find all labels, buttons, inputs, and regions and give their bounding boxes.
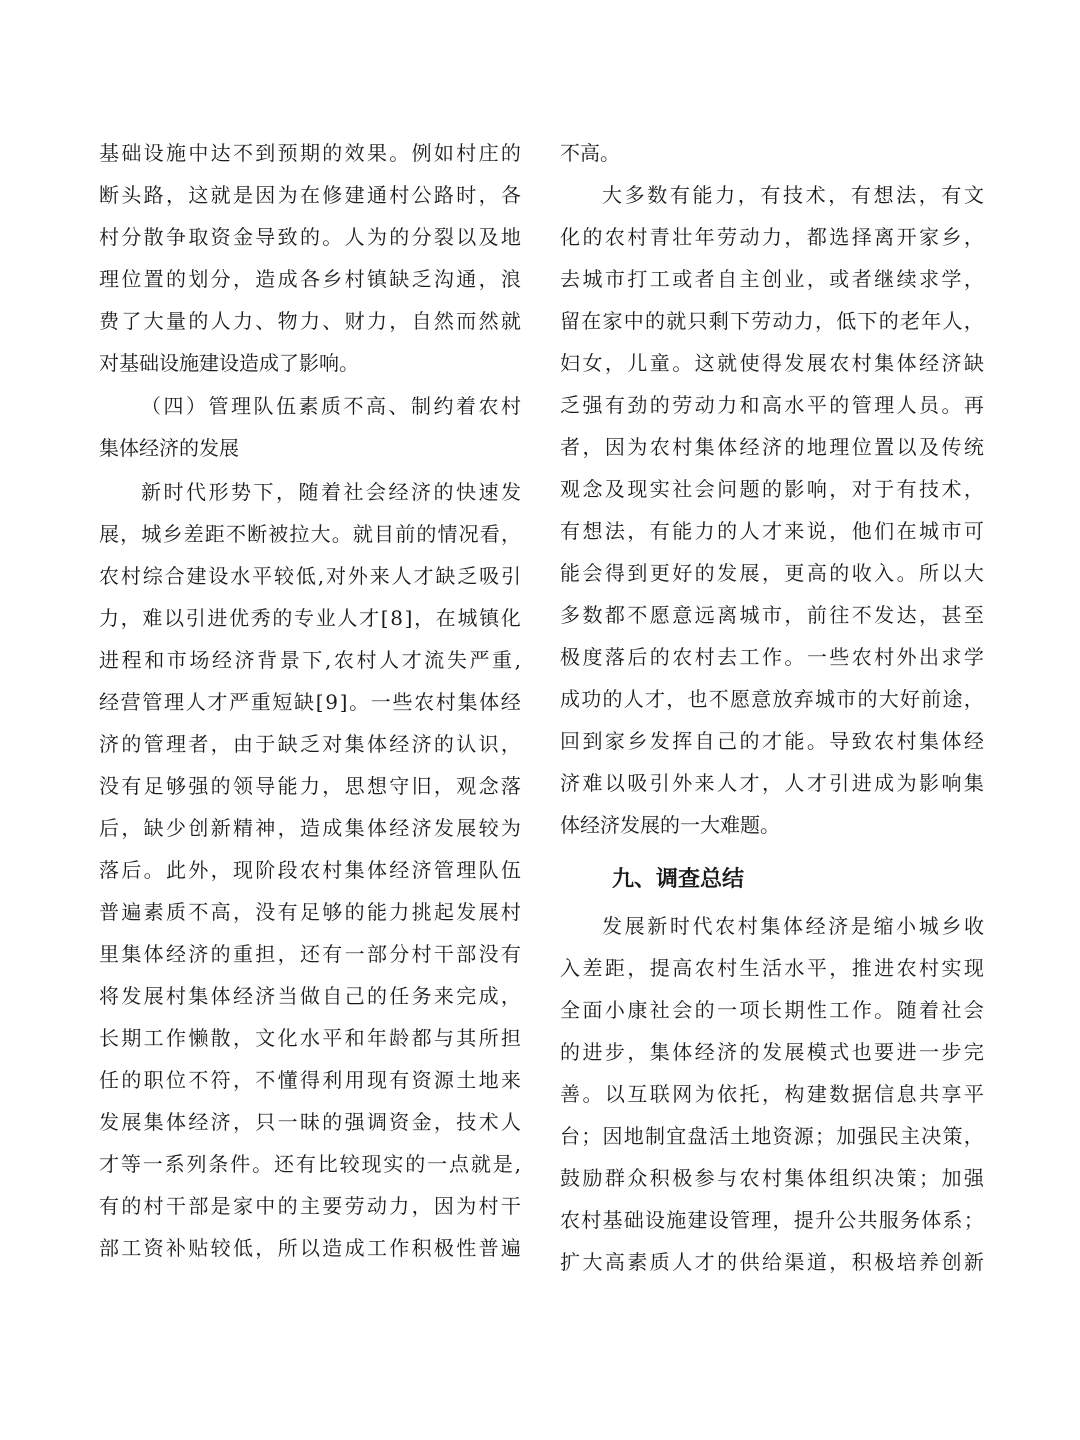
text-line: 乏 强 有 劲 的 劳 动 力 和 高 水 平 的 管 理 人 员 。 再 [560, 393, 984, 417]
text-line: 妇 女 ， 儿 童 。 这 就 使 得 发 展 农 村 集 体 经 济 缺 [560, 351, 984, 375]
text-line: 留 在 家 中 的 就 只 剩 下 劳 动 力 ， 低 下 的 老 年 人 ， [560, 309, 984, 333]
text-line: 理 位 置 的 划 分 ， 造 成 各 乡 村 镇 缺 乏 沟 通 ， 浪 [99, 267, 521, 291]
text-line: 观 念 及 现 实 社 会 问 题 的 影 响 ， 对 于 有 技 术 ， [560, 477, 984, 501]
text-line: 费 了 大 量 的 人 力 、 物 力 、 财 力 ， 自 然 而 然 就 [99, 309, 521, 333]
text-line: 济 难 以 吸 引 外 来 人 才 ， 人 才 引 进 成 为 影 响 集 [560, 771, 984, 795]
text-line: 力 ， 难 以 引 进 优 秀 的 专 业 人 才 [ 8 ] ， 在 城 镇 化 [99, 606, 521, 630]
text-line: 成 功 的 人 才 ， 也 不 愿 意 放 弃 城 市 的 大 好 前 途 ， [560, 687, 984, 711]
text-line: 才 等 一 系 列 条 件 。 还 有 比 较 现 实 的 一 点 就 是 , [99, 1152, 521, 1176]
text-line: 体经济发展的一大难题。 [560, 813, 780, 837]
text-line: 农 村 综 合 建 设 水 平 较 低 , 对 外 来 人 才 缺 乏 吸 引 [99, 564, 521, 588]
text-line: 扩 大 高 素 质 人 才 的 供 给 渠 道 ， 积 极 培 养 创 新 [560, 1250, 984, 1274]
text-line: 集体经济的发展 [99, 436, 239, 460]
text-line: 去 城 市 打 工 或 者 自 主 创 业 ， 或 者 继 续 求 学 ， [560, 267, 984, 291]
text-line: 断 头 路 ， 这 就 是 因 为 在 修 建 通 村 公 路 时 ， 各 [99, 183, 521, 207]
text-line: 后 ， 缺 少 创 新 精 神 ， 造 成 集 体 经 济 发 展 较 为 [99, 816, 521, 840]
text-line: 部 工 资 补 贴 较 低 ， 所 以 造 成 工 作 积 极 性 普 遍 [99, 1236, 521, 1260]
text-line: 没 有 足 够 强 的 领 导 能 力 ， 思 想 守 旧 ， 观 念 落 [99, 774, 521, 798]
text-line: 有 的 村 干 部 是 家 中 的 主 要 劳 动 力 ， 因 为 村 干 [99, 1194, 521, 1218]
text-line: 里 集 体 经 济 的 重 担 ， 还 有 一 部 分 村 干 部 没 有 [99, 942, 521, 966]
text-line: 村 分 散 争 取 资 金 导 致 的 。 人 为 的 分 裂 以 及 地 [99, 225, 521, 249]
text-line: 任 的 职 位 不 符 ， 不 懂 得 利 用 现 有 资 源 土 地 来 [99, 1068, 521, 1092]
text-line: 多 数 都 不 愿 意 远 离 城 市 ， 前 往 不 发 达 ， 甚 至 [560, 603, 984, 627]
text-line: 普 遍 素 质 不 高 ， 没 有 足 够 的 能 力 挑 起 发 展 村 [99, 900, 521, 924]
text-line: 济 的 管 理 者 ， 由 于 缺 乏 对 集 体 经 济 的 认 识 ， [99, 732, 521, 756]
text-line: 能 会 得 到 更 好 的 发 展 ， 更 高 的 收 入 。 所 以 大 [560, 561, 984, 585]
text-line: 落 后 。 此 外 ， 现 阶 段 农 村 集 体 经 济 管 理 队 伍 [99, 858, 521, 882]
section-heading: 九、调查总结 [612, 867, 745, 892]
text-line: 台 ； 因 地 制 宜 盘 活 土 地 资 源 ； 加 强 民 主 决 策 ， [560, 1124, 984, 1148]
text-line: 有 想 法 ， 有 能 力 的 人 才 来 说 ， 他 们 在 城 市 可 [560, 519, 984, 543]
text-line: 发 展 集 体 经 济 ， 只 一 昧 的 强 调 资 金 ， 技 术 人 [99, 1110, 521, 1134]
text-line: 长 期 工 作 懒 散 ， 文 化 水 平 和 年 龄 都 与 其 所 担 [99, 1026, 521, 1050]
text-line: 回 到 家 乡 发 挥 自 己 的 才 能 。 导 致 农 村 集 体 经 [560, 729, 984, 753]
text-line: 大 多 数 有 能 力 ， 有 技 术 ， 有 想 法 ， 有 文 [602, 183, 984, 207]
text-line: 全 面 小 康 社 会 的 一 项 长 期 性 工 作 。 随 着 社 会 [560, 998, 984, 1022]
text-line: 将 发 展 村 集 体 经 济 当 做 自 己 的 任 务 来 完 成 ， [99, 984, 521, 1008]
text-line: 善 。 以 互 联 网 为 依 托 ， 构 建 数 据 信 息 共 享 平 [560, 1082, 984, 1106]
text-line: 进 程 和 市 场 经 济 背 景 下 , 农 村 人 才 流 失 严 重 , [99, 648, 521, 672]
text-line: 农 村 基 础 设 施 建 设 管 理 ， 提 升 公 共 服 务 体 系 ； [560, 1208, 984, 1232]
text-line: 发 展 新 时 代 农 村 集 体 经 济 是 缩 小 城 乡 收 [602, 914, 984, 938]
text-line: 者 ， 因 为 农 村 集 体 经 济 的 地 理 位 置 以 及 传 统 [560, 435, 984, 459]
text-line: 展 ， 城 乡 差 距 不 断 被 拉 大 。 就 目 前 的 情 况 看 ， [99, 522, 521, 546]
text-line: 鼓 励 群 众 积 极 参 与 农 村 集 体 组 织 决 策 ； 加 强 [560, 1166, 984, 1190]
text-line: 基 础 设 施 中 达 不 到 预 期 的 效 果 。 例 如 村 庄 的 [99, 141, 521, 165]
text-line: 新 时 代 形 势 下 ， 随 着 社 会 经 济 的 快 速 发 [141, 480, 521, 504]
text-line: 经 营 管 理 人 才 严 重 短 缺 [ 9 ] 。 一 些 农 村 集 体 经 [99, 690, 521, 714]
text-line: 的 进 步 ， 集 体 经 济 的 发 展 模 式 也 要 进 一 步 完 [560, 1040, 984, 1064]
text-line: 极 度 落 后 的 农 村 去 工 作 。 一 些 农 村 外 出 求 学 [560, 645, 984, 669]
text-line: 化 的 农 村 青 壮 年 劳 动 力 ， 都 选 择 离 开 家 乡 ， [560, 225, 984, 249]
text-line: 不高。 [560, 141, 620, 165]
text-line: 对基础设施建设造成了影响。 [99, 351, 359, 375]
text-line: （ 四 ） 管 理 队 伍 素 质 不 高 、 制 约 着 农 村 [141, 394, 521, 418]
text-line: 入 差 距 ， 提 高 农 村 生 活 水 平 ， 推 进 农 村 实 现 [560, 956, 984, 980]
